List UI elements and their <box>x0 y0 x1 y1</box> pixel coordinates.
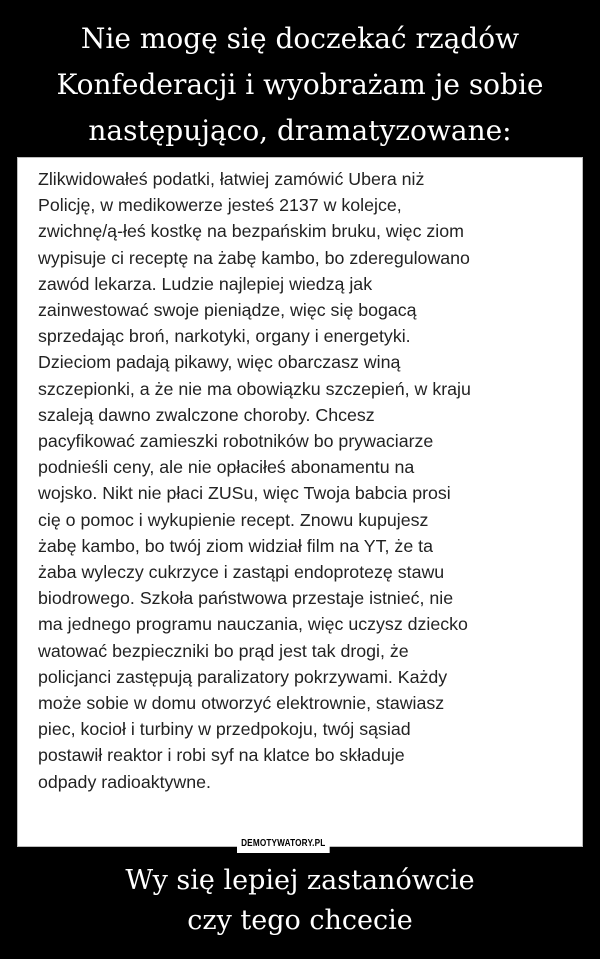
title-line: Konfederacji i wyobrażam je sobie <box>56 68 544 101</box>
panel-text-block <box>38 166 578 795</box>
text-line: Policję, w medikowerze jesteś 2137 w kolejce, <box>38 195 402 216</box>
text-line: wypisuje ci receptę na żabę kambo, bo zderegulowano <box>38 247 470 268</box>
text-line: wojsko. Nikt nie płaci ZUSu, więc Twoja babcia prosi <box>38 483 451 504</box>
text-line: watować bezpieczniki bo prąd jest tak drogi, że <box>38 640 409 661</box>
text-line: biodrowego. Szkoła państwowa przestaje istnieć, nie <box>38 588 454 609</box>
text-line: odpady radioaktywne. <box>38 771 211 792</box>
text-line: piec, kocioł i turbiny w przedpokoju, twój sąsiad <box>38 719 411 740</box>
text-line: szczepionki, a że nie ma obowiązku szczepień, w kraju <box>38 378 471 399</box>
text-line: żaba wyleczy cukrzyce i zastąpi endoprotezę stawu <box>38 562 445 583</box>
text-line: może sobie w domu otworzyć elektrownie, stawiasz <box>38 693 445 714</box>
screenshot-text-panel <box>17 157 583 847</box>
text-line: policjanci zastępują paralizatory pokrzywami. Każdy <box>38 666 448 687</box>
text-line: pacyfikować zamieszki robotników bo prywaciarze <box>38 431 434 452</box>
text-line: podnieśli ceny, ale nie opłaciłeś abonamentu na <box>38 457 415 478</box>
text-line: sprzedając broń, narkotyki, organy i energetyki. <box>38 326 411 347</box>
title-line: następująco, dramatyzowane: <box>88 114 512 147</box>
demotivator-caption <box>0 861 600 941</box>
text-line: postawił reaktor i robi syf na klatce bo składuje <box>38 745 405 766</box>
site-watermark: DEMOTYWATORY.PL <box>237 834 330 853</box>
text-line: zainwestować swoje pieniądze, więc się bogacą <box>38 300 417 321</box>
demotivator-title <box>0 16 600 154</box>
text-line: cię o pomoc i wykupienie recept. Znowu kupujesz <box>38 509 429 530</box>
caption-line: Wy się lepiej zastanówcie <box>125 865 475 896</box>
title-line: Nie mogę się doczekać rządów <box>80 22 520 55</box>
caption-line: czy tego chcecie <box>187 905 413 936</box>
text-line: Dzieciom padają pikawy, więc obarczasz winą <box>38 352 401 373</box>
text-line: Zlikwidowałeś podatki, łatwiej zamówić Ubera niż <box>38 169 425 189</box>
text-line: żabę kambo, bo twój ziom widział film na YT, że ta <box>38 535 433 556</box>
text-line: zwichnę/ą-łeś kostkę na bezpańskim bruku, więc ziom <box>38 221 464 242</box>
text-line: zawód lekarza. Ludzie najlepiej wiedzą jak <box>38 273 373 294</box>
text-line: szaleją dawno zwalczone choroby. Chcesz <box>38 404 375 425</box>
text-line: ma jednego programu nauczania, więc uczysz dziecko <box>38 614 468 635</box>
